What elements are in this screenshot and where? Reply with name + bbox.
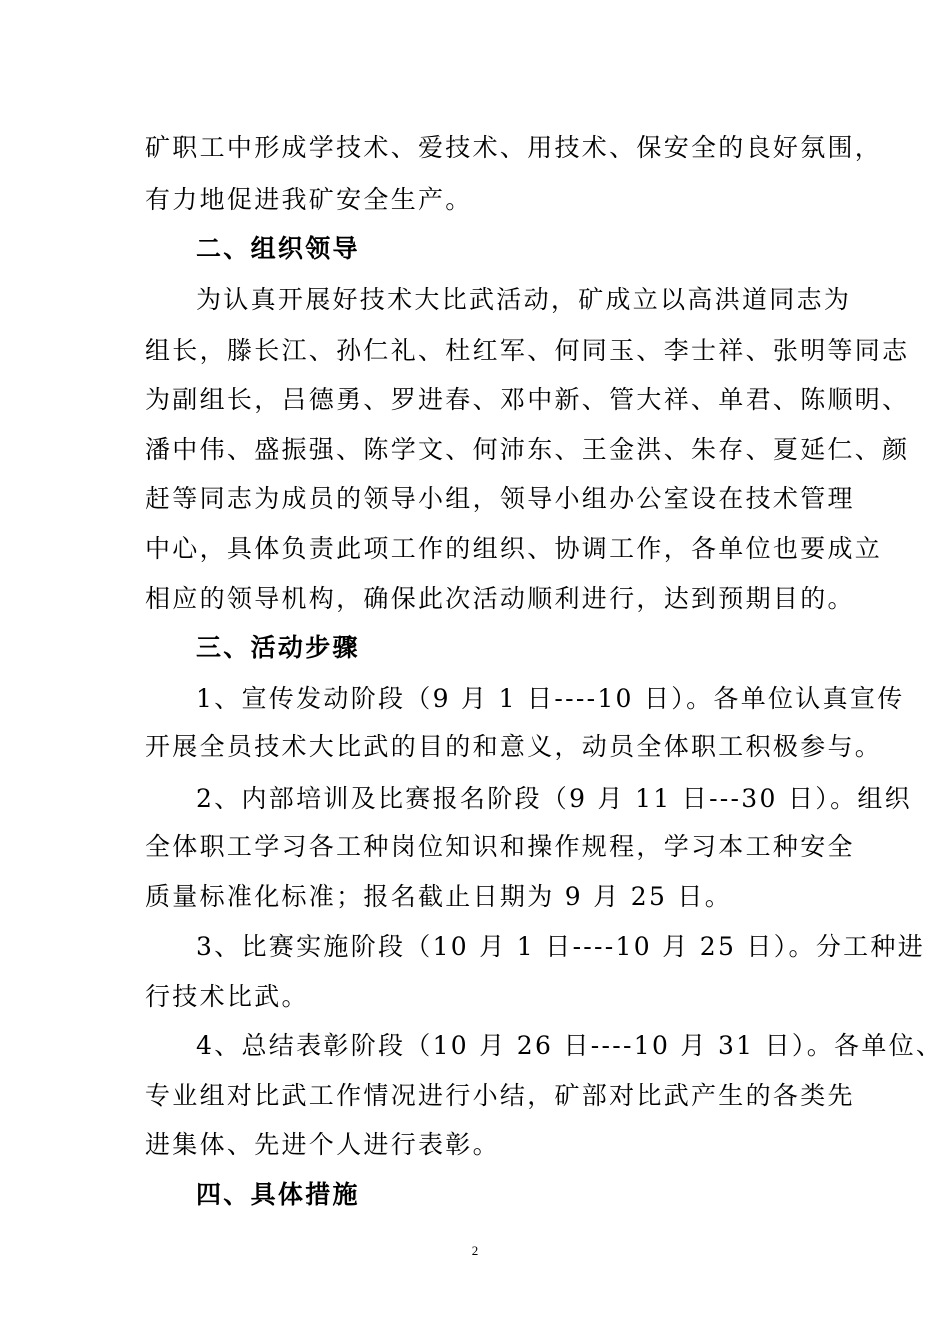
body-text-line: 行技术比武。 (145, 982, 309, 1011)
body-text-line: 开展全员技术大比武的目的和意义，动员全体职工积极参与。 (145, 732, 883, 761)
body-text-line: 潘中伟、盛振强、陈学文、何沛东、王金洪、朱存、夏延仁、颜 (145, 435, 910, 464)
body-text-line: 进集体、先进个人进行表彰。 (145, 1130, 500, 1159)
body-text-line: 有力地促进我矿安全生产。 (145, 185, 473, 214)
body-text-line: 全体职工学习各工种岗位知识和操作规程，学习本工种安全 (145, 832, 855, 861)
body-text-line: 赶等同志为成员的领导小组，领导小组办公室设在技术管理 (145, 484, 855, 513)
body-text-line: 2、内部培训及比赛报名阶段（9 月 11 日---30 日）。组织 (196, 784, 912, 813)
section-heading-measures: 四、具体措施 (196, 1180, 360, 1209)
body-text-line: 1、宣传发动阶段（9 月 1 日----10 日）。各单位认真宣传 (196, 684, 905, 713)
body-text-line: 为认真开展好技术大比武活动，矿成立以高洪道同志为 (196, 285, 852, 314)
body-text-line: 组长，滕长江、孙仁礼、杜红军、何同玉、李士祥、张明等同志 (145, 336, 910, 365)
body-text-line: 矿职工中形成学技术、爱技术、用技术、保安全的良好氛围， (145, 133, 883, 162)
body-text-line: 4、总结表彰阶段（10 月 26 日----10 月 31 日）。各单位、 (196, 1031, 944, 1060)
section-heading-organization: 二、组织领导 (196, 234, 360, 263)
section-heading-steps: 三、活动步骤 (196, 633, 360, 662)
body-text-line: 中心，具体负责此项工作的组织、协调工作，各单位也要成立 (145, 534, 883, 563)
body-text-line: 3、比赛实施阶段（10 月 1 日----10 月 25 日）。分工种进 (196, 932, 926, 961)
body-text-line: 为副组长，吕德勇、罗进春、邓中新、管大祥、单君、陈顺明、 (145, 385, 910, 414)
page-number: 2 (471, 1243, 479, 1258)
body-text-line: 质量标准化标准；报名截止日期为 9 月 25 日。 (145, 882, 733, 911)
body-text-line: 相应的领导机构，确保此次活动顺利进行，达到预期目的。 (145, 584, 855, 613)
body-text-line: 专业组对比武工作情况进行小结，矿部对比武产生的各类先 (145, 1081, 855, 1110)
